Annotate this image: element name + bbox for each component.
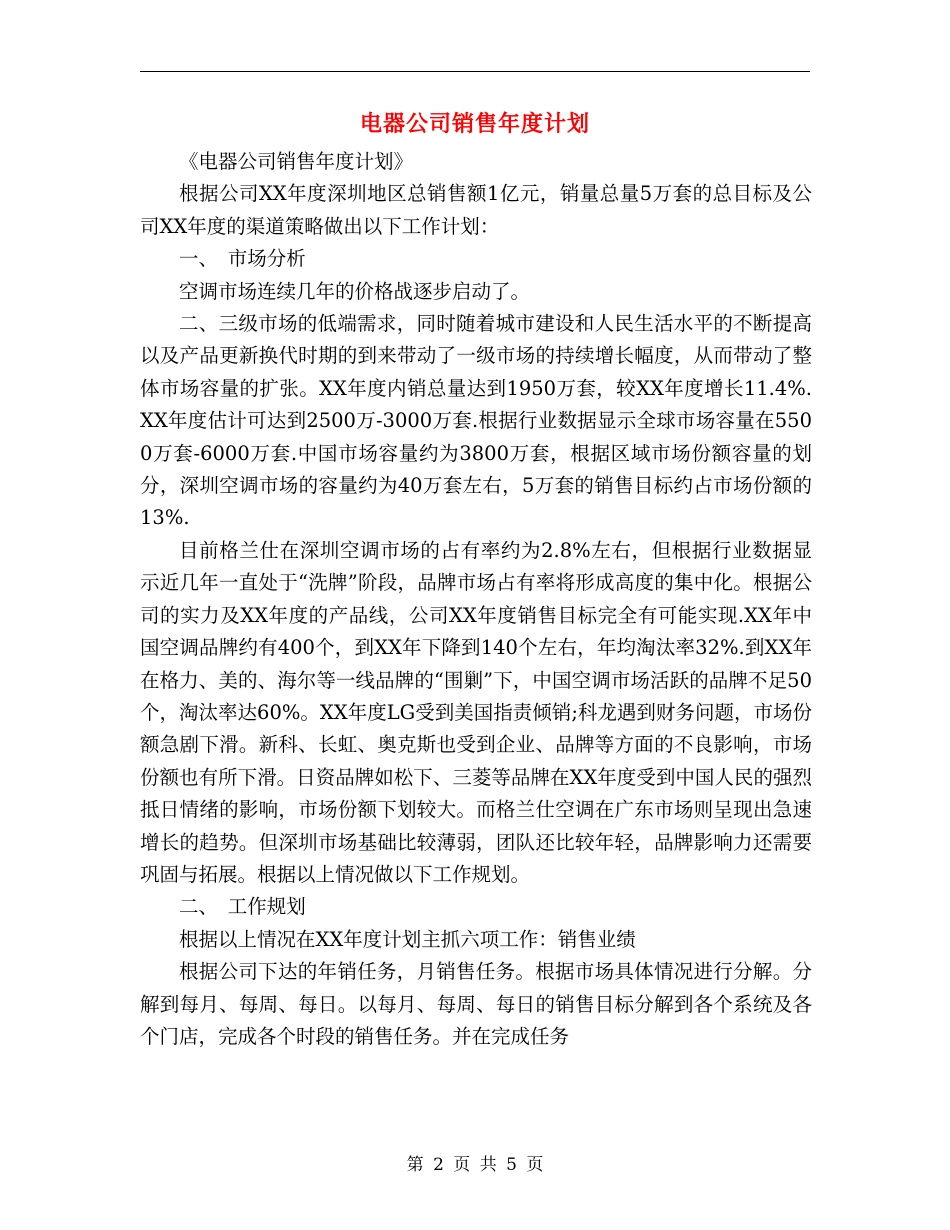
- heading-market-analysis: 一、 市场分析: [179, 247, 306, 271]
- paragraph-market-share: 目前格兰仕在深圳空调市场的占有率约为2.8%左右，但根据行业数据显示近几年一直处于“洗牌”阶段，品牌市场占有率将形成高度的集中化。根据公司的实力及XX年度的产品线，公司XX年度销售目标完全有可能实现.XX年中国空调品牌约有400个，到XX年下降到140个左右，年均淘汰率32%.到XX年在格力、美的、海尔等一线品牌的“围剿”下，中国空调市场活跃的品牌不足50个，淘汰率达60%。XX年度LG受到美国指责倾销;科龙遇到财务问题，市场份额急剧下滑。新科、长虹、奥克斯也受到企业、品牌等方面的不良影响，市场份额也有所下滑。日资品牌如松下、三菱等品牌在XX年度受到中国人民的强烈抵日情绪的影响，市场份额下划较大。而格兰仕空调在广东市场则呈现出急速增长的趋势。但深圳市场基础比较薄弱，团队还比较年轻，品牌影响力还需要巩固与拓展。根据以上情况做以下工作规划。: [140, 538, 812, 886]
- document-title: 电器公司销售年度计划: [359, 112, 590, 137]
- heading-work-plan: 二、 工作规划: [179, 895, 306, 919]
- paragraph-price-war: 空调市场连续几年的价格战逐步启动了。: [179, 279, 531, 303]
- paragraph-intro: 根据公司XX年度深圳地区总销售额1亿元，销量总量5万套的总目标及公司XX年度的渠道策略做出以下工作计划：: [140, 182, 812, 238]
- paragraph-six-tasks: 根据以上情况在XX年度计划主抓六项工作：销售业绩: [179, 927, 636, 951]
- paragraph-sales-task: 根据公司下达的年销任务，月销售任务。根据市场具体情况进行分解。分解到每月、每周、每日。以每月、每周、每日的销售目标分解到各个系统及各个门店，完成各个时段的销售任务。并在完成任务: [140, 960, 812, 1048]
- document-body: [140, 146, 812, 1053]
- paragraph-market-capacity: 二、三级市场的低端需求，同时随着城市建设和人民生活水平的不断提高以及产品更新换代时期的到来带动了一级市场的持续增长幅度，从而带动了整体市场容量的扩张。XX年度内销总量达到1950万套，较XX年度增长11.4%.XX年度估计可达到2500万-3000万套.根据行业数据显示全球市场容量在5500万套-6000万套.中国市场容量约为3800万套，根据区域市场份额容量的划分，深圳空调市场的容量约为40万套左右，5万套的销售目标约占市场份额的13%.: [140, 312, 812, 530]
- paragraph-book-title: 《电器公司销售年度计划》: [179, 150, 414, 173]
- header-rule: [140, 71, 810, 72]
- page-number: 第 2 页 共 5 页: [406, 1155, 544, 1175]
